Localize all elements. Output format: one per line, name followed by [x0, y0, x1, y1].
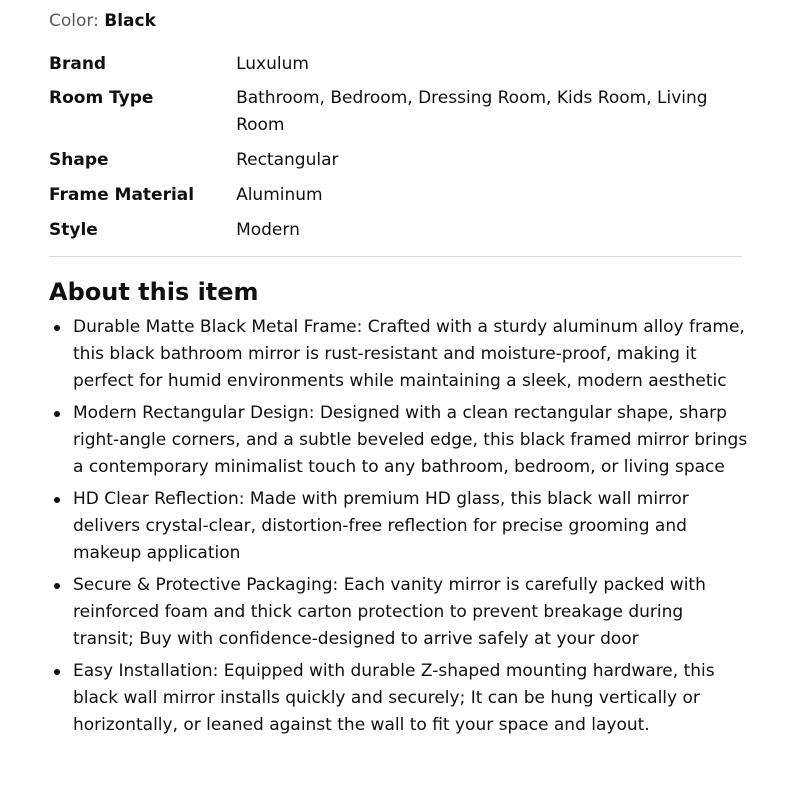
- section-divider: [49, 256, 742, 257]
- bullet-text: Secure & Protective Packaging: Each vanity mirror is carefully packed with reinforced foam and thick carton protection to prevent breakage during transit; Buy with confidence-designed to arrive safely at your door: [73, 575, 706, 649]
- bullet-icon: [54, 411, 60, 417]
- color-label: Color:: [49, 11, 99, 31]
- spec-value: Luxulum: [236, 54, 309, 74]
- bullet-icon: [54, 325, 60, 331]
- list-item: [73, 400, 749, 481]
- spec-value: Bathroom, Bedroom, Dressing Room, Kids Room, Living Room: [236, 88, 708, 135]
- bullet-icon: [54, 669, 60, 675]
- bullet-text: Durable Matte Black Metal Frame: Crafted with a sturdy aluminum alloy frame, this black bathroom mirror is rust-resistant and moisture-proof, making it perfect for humid environments while maintaining a sleek, modern aesthetic: [73, 317, 745, 391]
- spec-value: Aluminum: [236, 185, 323, 205]
- bullet-icon: [54, 497, 60, 503]
- bullet-text: Modern Rectangular Design: Designed with a clean rectangular shape, sharp right-angle corners, and a subtle beveled edge, this black framed mirror brings a contemporary minimalist touch to any bathroom, bedroom, or living space: [73, 403, 748, 477]
- spec-key: Shape: [49, 150, 109, 170]
- about-bullet-list: [49, 314, 749, 744]
- bullet-text: HD Clear Reflection: Made with premium HD glass, this black wall mirror delivers crystal-clear, distortion-free reflection for precise grooming and makeup application: [73, 489, 689, 563]
- bullet-icon: [54, 583, 60, 589]
- color-value: Black: [104, 11, 156, 31]
- spec-row-frame-material: [49, 174, 749, 209]
- list-item: [73, 658, 749, 739]
- list-item: [73, 486, 749, 567]
- spec-key: Style: [49, 220, 98, 240]
- spec-key: Frame Material: [49, 185, 195, 205]
- color-selection: [49, 9, 156, 33]
- spec-row-room-type: [49, 78, 749, 139]
- spec-key: Room Type: [49, 88, 154, 108]
- spec-row-shape: [49, 139, 749, 174]
- spec-value: Rectangular: [236, 150, 339, 170]
- list-item: [73, 572, 749, 653]
- spec-row-style: [49, 209, 749, 244]
- bullet-text: Easy Installation: Equipped with durable Z-shaped mounting hardware, this black wall mirror installs quickly and securely; It can be hung vertically or horizontally, or leaned against the wall to fit your space and layout.: [73, 661, 715, 735]
- spec-row-brand: [49, 51, 749, 78]
- list-item: [73, 314, 749, 395]
- about-section-title: About this item: [49, 278, 259, 306]
- product-specs-table: [49, 51, 749, 244]
- spec-value: Modern: [236, 220, 300, 240]
- spec-key: Brand: [49, 54, 107, 74]
